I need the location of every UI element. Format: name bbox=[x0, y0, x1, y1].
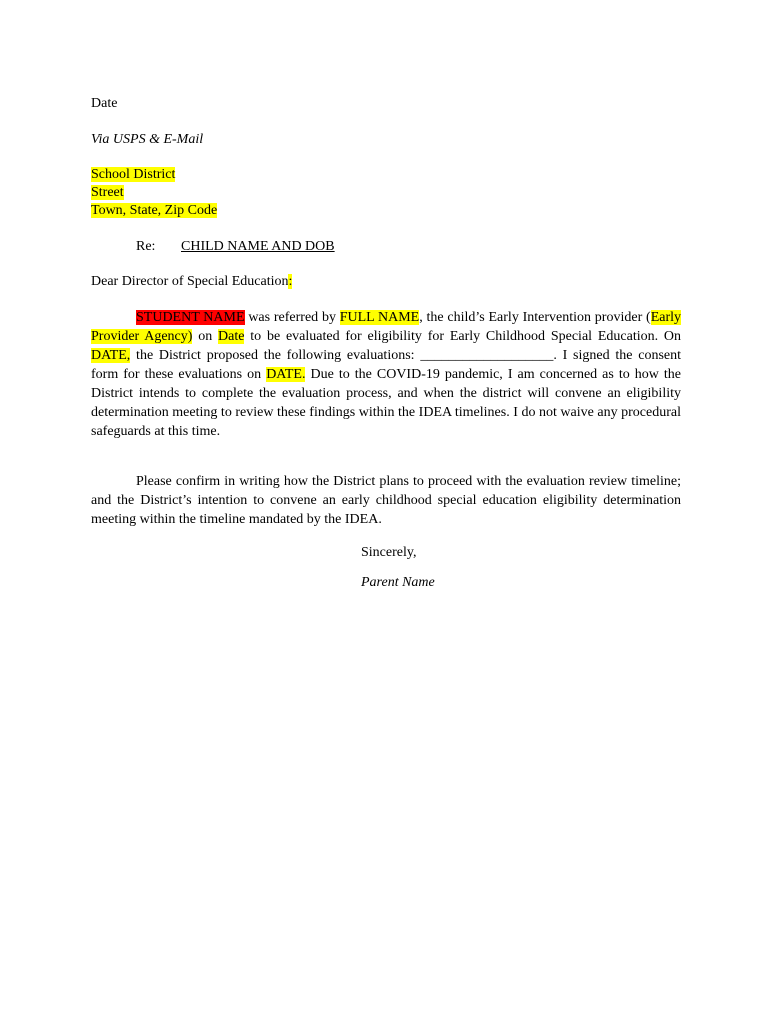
salutation bbox=[91, 272, 292, 291]
agency-field: Early Provider Agency) bbox=[91, 310, 682, 344]
signature: Parent Name bbox=[361, 575, 435, 590]
date-field-1: Date bbox=[218, 329, 245, 344]
letter-date: Date bbox=[91, 96, 118, 111]
date-field-2: DATE, bbox=[91, 348, 131, 363]
address-line-2 bbox=[91, 183, 124, 202]
body1-text-5: the District proposed the following evaluations: ___________________. I signed the consent form for these evaluations on bbox=[91, 348, 681, 382]
full-name-field: FULL NAME bbox=[339, 310, 420, 325]
body-paragraph-2 bbox=[91, 472, 681, 529]
body-paragraph-1 bbox=[91, 308, 681, 441]
body1-text-4: to be evaluated for eligibility for Early Childhood Special Education. On bbox=[244, 329, 681, 344]
body2-text: Please confirm in writing how the District plans to proceed with the evaluation review timeline; and the District’s intention to convene an early childhood special education eligibility determination meeting within the timeline mandated by the IDEA. bbox=[91, 474, 681, 527]
date-field-3: DATE. bbox=[266, 367, 306, 382]
address-line-3 bbox=[91, 201, 217, 220]
body1-text-6: Due to the COVID-19 pandemic, I am concerned as to how the District intends to complete the evaluation process, and when the district will convene an eligibility determination meeting to review these findings within the IDEA timelines. I do not waive any procedural safeguards at this time. bbox=[91, 367, 682, 439]
closing: Sincerely, bbox=[361, 545, 417, 560]
salutation-text: Dear Director of Special Education bbox=[91, 274, 289, 289]
delivery-method: Via USPS & E-Mail bbox=[91, 132, 204, 147]
body1-text-3: on bbox=[192, 329, 219, 344]
body1-text-2: , the child’s Early Intervention provider ( bbox=[419, 310, 651, 325]
student-name-field: STUDENT NAME bbox=[136, 310, 245, 325]
salutation-colon: : bbox=[288, 274, 293, 289]
address-town: Town, State, Zip Code bbox=[91, 203, 218, 218]
address-line-1 bbox=[91, 165, 175, 184]
re-label: Re: bbox=[136, 239, 156, 254]
address-district: School District bbox=[91, 167, 176, 182]
address-street: Street bbox=[91, 185, 124, 200]
re-subject: CHILD NAME AND DOB bbox=[181, 239, 335, 254]
body1-text-1: was referred by bbox=[244, 310, 340, 325]
